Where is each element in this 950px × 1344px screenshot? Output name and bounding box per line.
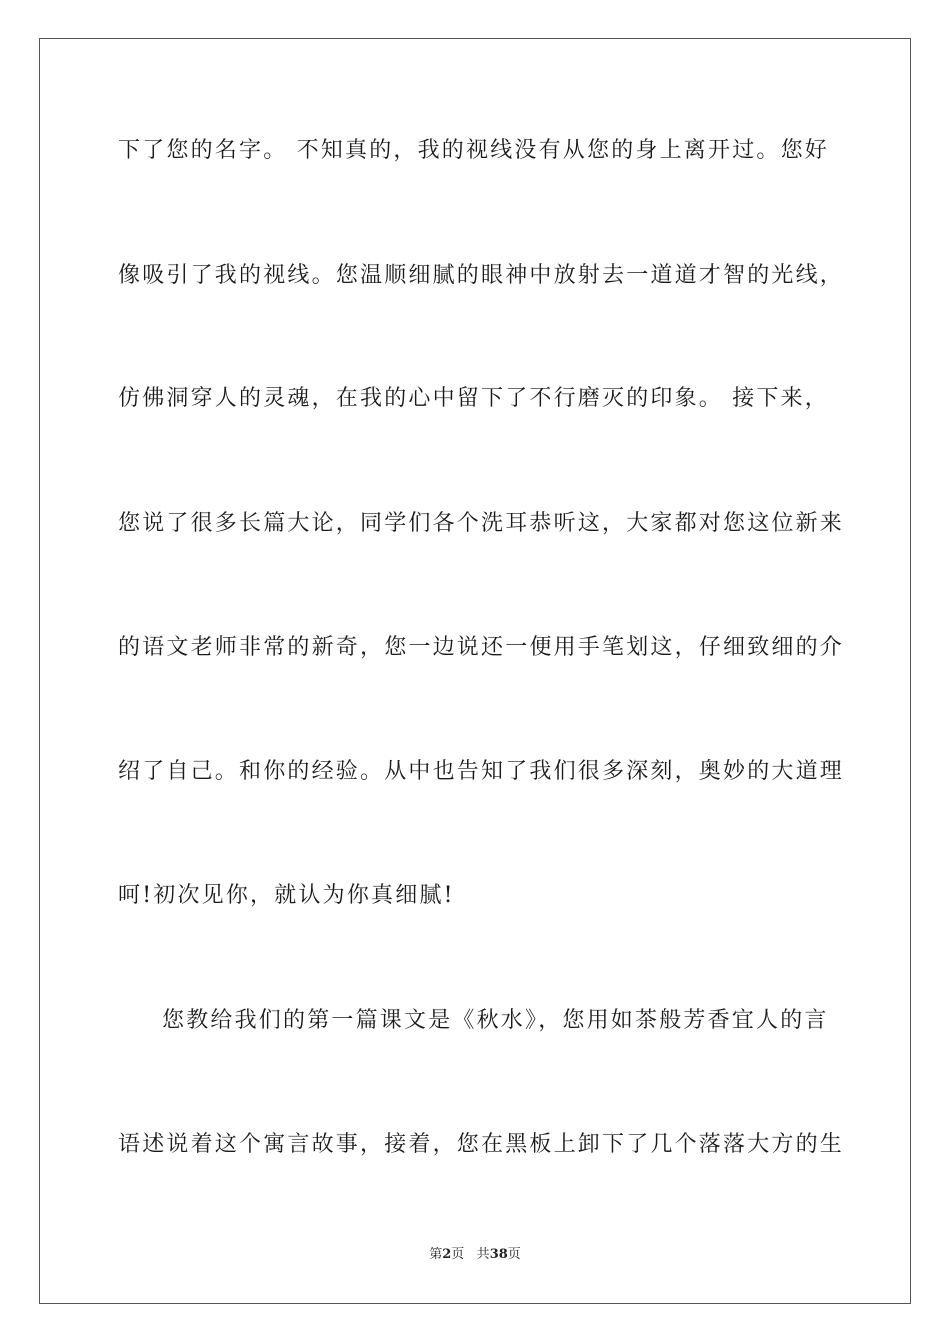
page-border	[39, 38, 911, 1304]
body-line-3: 仿佛洞穿人的灵魂，在我的心中留下了不行磨灭的印象。 接下来，	[118, 386, 829, 411]
footer-total-prefix: 共	[476, 1247, 490, 1262]
footer-page-prefix: 第	[429, 1247, 443, 1262]
body-line-1: 下了您的名字。 不知真的，我的视线没有从您的身上离开过。您好	[118, 138, 829, 163]
footer-total-pages: 38	[489, 1247, 508, 1262]
body-line-4: 您说了很多长篇大论，同学们各个洗耳恭听这，大家都对您这位新来	[118, 511, 845, 536]
body-line-8-paragraph-start: 您教给我们的第一篇课文是《秋水》，您用如茶般芳香宜人的言	[162, 1008, 829, 1033]
body-line-5: 的语文老师非常的新奇，您一边说还一便用手笔划这，仔细致细的介	[118, 635, 845, 660]
page-footer	[0, 1246, 950, 1264]
footer-page-number: 2	[442, 1247, 452, 1262]
footer-page-suffix: 页	[451, 1247, 465, 1262]
footer-total-suffix: 页	[507, 1247, 521, 1262]
body-line-6: 绍了自己。和你的经验。从中也告知了我们很多深刻，奥妙的大道理	[118, 759, 845, 784]
body-line-7: 呵!初次见你，就认为你真细腻!	[118, 883, 455, 908]
body-line-9: 语述说着这个寓言故事，接着，您在黑板上卸下了几个落落大方的生	[118, 1132, 845, 1157]
body-line-2: 像吸引了我的视线。您温顺细腻的眼神中放射去一道道才智的光线，	[118, 263, 845, 288]
